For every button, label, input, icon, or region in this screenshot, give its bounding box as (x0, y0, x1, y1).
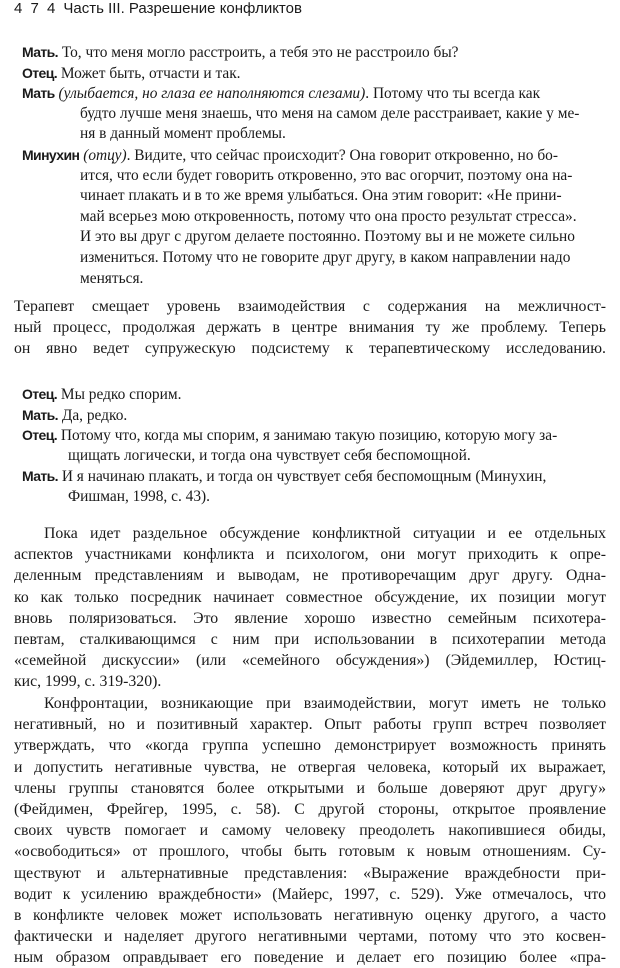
speaker-name: Минухин (22, 146, 80, 163)
dialog-block-1 (22, 42, 605, 289)
dialog-block-2 (22, 384, 605, 508)
text-line: Пока идет раздельное обсуждение конфликтной ситуации и ее отдельных (44, 525, 606, 542)
text-line: Терапевт смещает уровень взаимодействия с содержания на межличност- (14, 298, 606, 315)
dialog-line: Мать. И я начинаю плакать, и тогда он чувствует себя беспомощным (Минухин, (22, 468, 547, 486)
stage-remark: (отцу) (79, 146, 127, 164)
dialog-continuation: И это вы друг с другом делаете постоянно. Поэтому вы и не можете сильно (80, 228, 575, 246)
speaker-name: Мать (22, 85, 55, 102)
speaker-name: Отец. (22, 427, 58, 444)
text-line: водит к усилению враждебности» (Майерс, 1997, с. 529). Уже отмечалось, что (14, 885, 606, 903)
speaker-name: Мать. (22, 44, 58, 60)
dialog-line: Отец. Потому что, когда мы спорим, я занимаю такую позицию, которую могу за- (22, 427, 558, 445)
speaker-name: Отец. (22, 386, 58, 402)
paragraph-3 (14, 693, 606, 968)
text-line: кис, 1999, с. 319-320). (14, 673, 162, 691)
speaker-name: Мать. (22, 468, 58, 485)
paragraph-2 (14, 523, 606, 693)
text-line: и допустить негативные чувства, не отвергая человека, который их выражает, (14, 758, 606, 776)
text-line: (Фейдимен, Фрейгер, 1995, с. 58). С другой стороны, открытое проявление (14, 800, 606, 818)
speaker-name: Мать. (22, 406, 58, 423)
speaker-name: Отец. (22, 64, 58, 81)
text-line: Конфронтации, возникающие при взаимодействии, могут иметь не только (44, 695, 606, 712)
text-line: члены группы становятся более открытыми и больше доверяют друг другу» (14, 779, 606, 797)
dialog-line: Мать. Да, редко. (22, 406, 128, 424)
dialog-continuation: ится, что если будет говорить откровенно, это вас огорчит, поэтому она на- (80, 166, 573, 184)
text-line: ко как только посредник начинает совместное обсуждение, их позиции могут (14, 588, 606, 606)
dialog-line: Мать. То, что меня могло расстроить, а тебя это не расстроило бы? (22, 44, 459, 61)
dialog-continuation: ня в данный момент проблемы. (80, 125, 286, 143)
dialog-line: Минухин (отцу). Видите, что сейчас происходит? Она говорит откровенно, но бо- (22, 146, 558, 164)
section-title: Часть III. Разрешение конфликтов (63, 0, 302, 17)
dialog-continuation: Фишман, 1998, с. 43). (68, 487, 211, 505)
dialog-continuation: чинает плакать и в то же время улыбаться. Она этим говорит: «Не прини- (80, 187, 562, 205)
text-line: своих чувств помогает и самому человеку преодолеть накопившиеся обиды, (14, 822, 606, 840)
text-line: аспектов участниками конфликта и психологом, они могут приходить к опре- (14, 546, 606, 564)
text-line: фактически и наделяет другого негативными чертами, потому что это косвен- (14, 928, 606, 946)
text-line: в конфликте человек может использовать негативную оценку другого, а часто (14, 906, 606, 924)
dialog-continuation: май всерьез мою откровенность, потому что она просто результат стресса». (80, 207, 577, 225)
text-line: певтам, сталкивающимся с ним при использовании в психотерапии метода (14, 630, 606, 648)
text-line: ществуют и альтернативные представления: «Выражение враждебности при- (14, 864, 606, 882)
dialog-continuation: будто лучше меня знаешь, что меня на самом деле расстраивает, какие у ме- (80, 104, 580, 122)
page-number: 4 7 4 (14, 0, 58, 17)
dialog-continuation: щищать логически, и тогда она чувствует себя беспомощной. (68, 446, 471, 464)
text-line: вновь поляризоваться. Это явление хорошо известно семейным психотера- (14, 609, 606, 627)
text-line: деленным представлениям и выводам, не противоречащим друг другу. Одна- (14, 567, 606, 585)
dialog-continuation: меняться. (80, 269, 144, 287)
stage-remark: (улыбается, но глаза ее наполняются слезами) (54, 85, 366, 103)
dialog-line: Мать (улыбается, но глаза ее наполняются слезами). Потому что ты всегда как (22, 85, 541, 103)
text-line: «освободиться» от прошлого, чтобы быть готовым к новым отношениям. Су- (14, 843, 606, 861)
dialog-continuation: измениться. Потому что не говорите друг другу, в каком направлении надо (80, 248, 571, 266)
paragraph-1 (14, 296, 606, 360)
text-line: утверждать, что «когда группа успешно демонстрирует возможность принять (14, 737, 606, 755)
text-line: он явно ведет супружескую подсистему к терапевтическому исследованию. (14, 340, 606, 358)
running-header (14, 0, 302, 18)
dialog-line: Отец. Может быть, отчасти и так. (22, 64, 241, 82)
text-line: негативный, но и позитивный характер. Опыт работы групп встреч позволяет (14, 716, 606, 734)
text-line: ным образом оправдывает его поведение и делает его позицию более «пра- (14, 949, 606, 967)
text-line: «семейной дискуссии» (или «семейного обсуждения») (Эйдемиллер, Юстиц- (14, 652, 606, 670)
dialog-line: Отец. Мы редко спорим. (22, 386, 182, 403)
text-line: ный процесс, продолжая держать в центре внимания ту же проблему. Теперь (14, 319, 606, 337)
